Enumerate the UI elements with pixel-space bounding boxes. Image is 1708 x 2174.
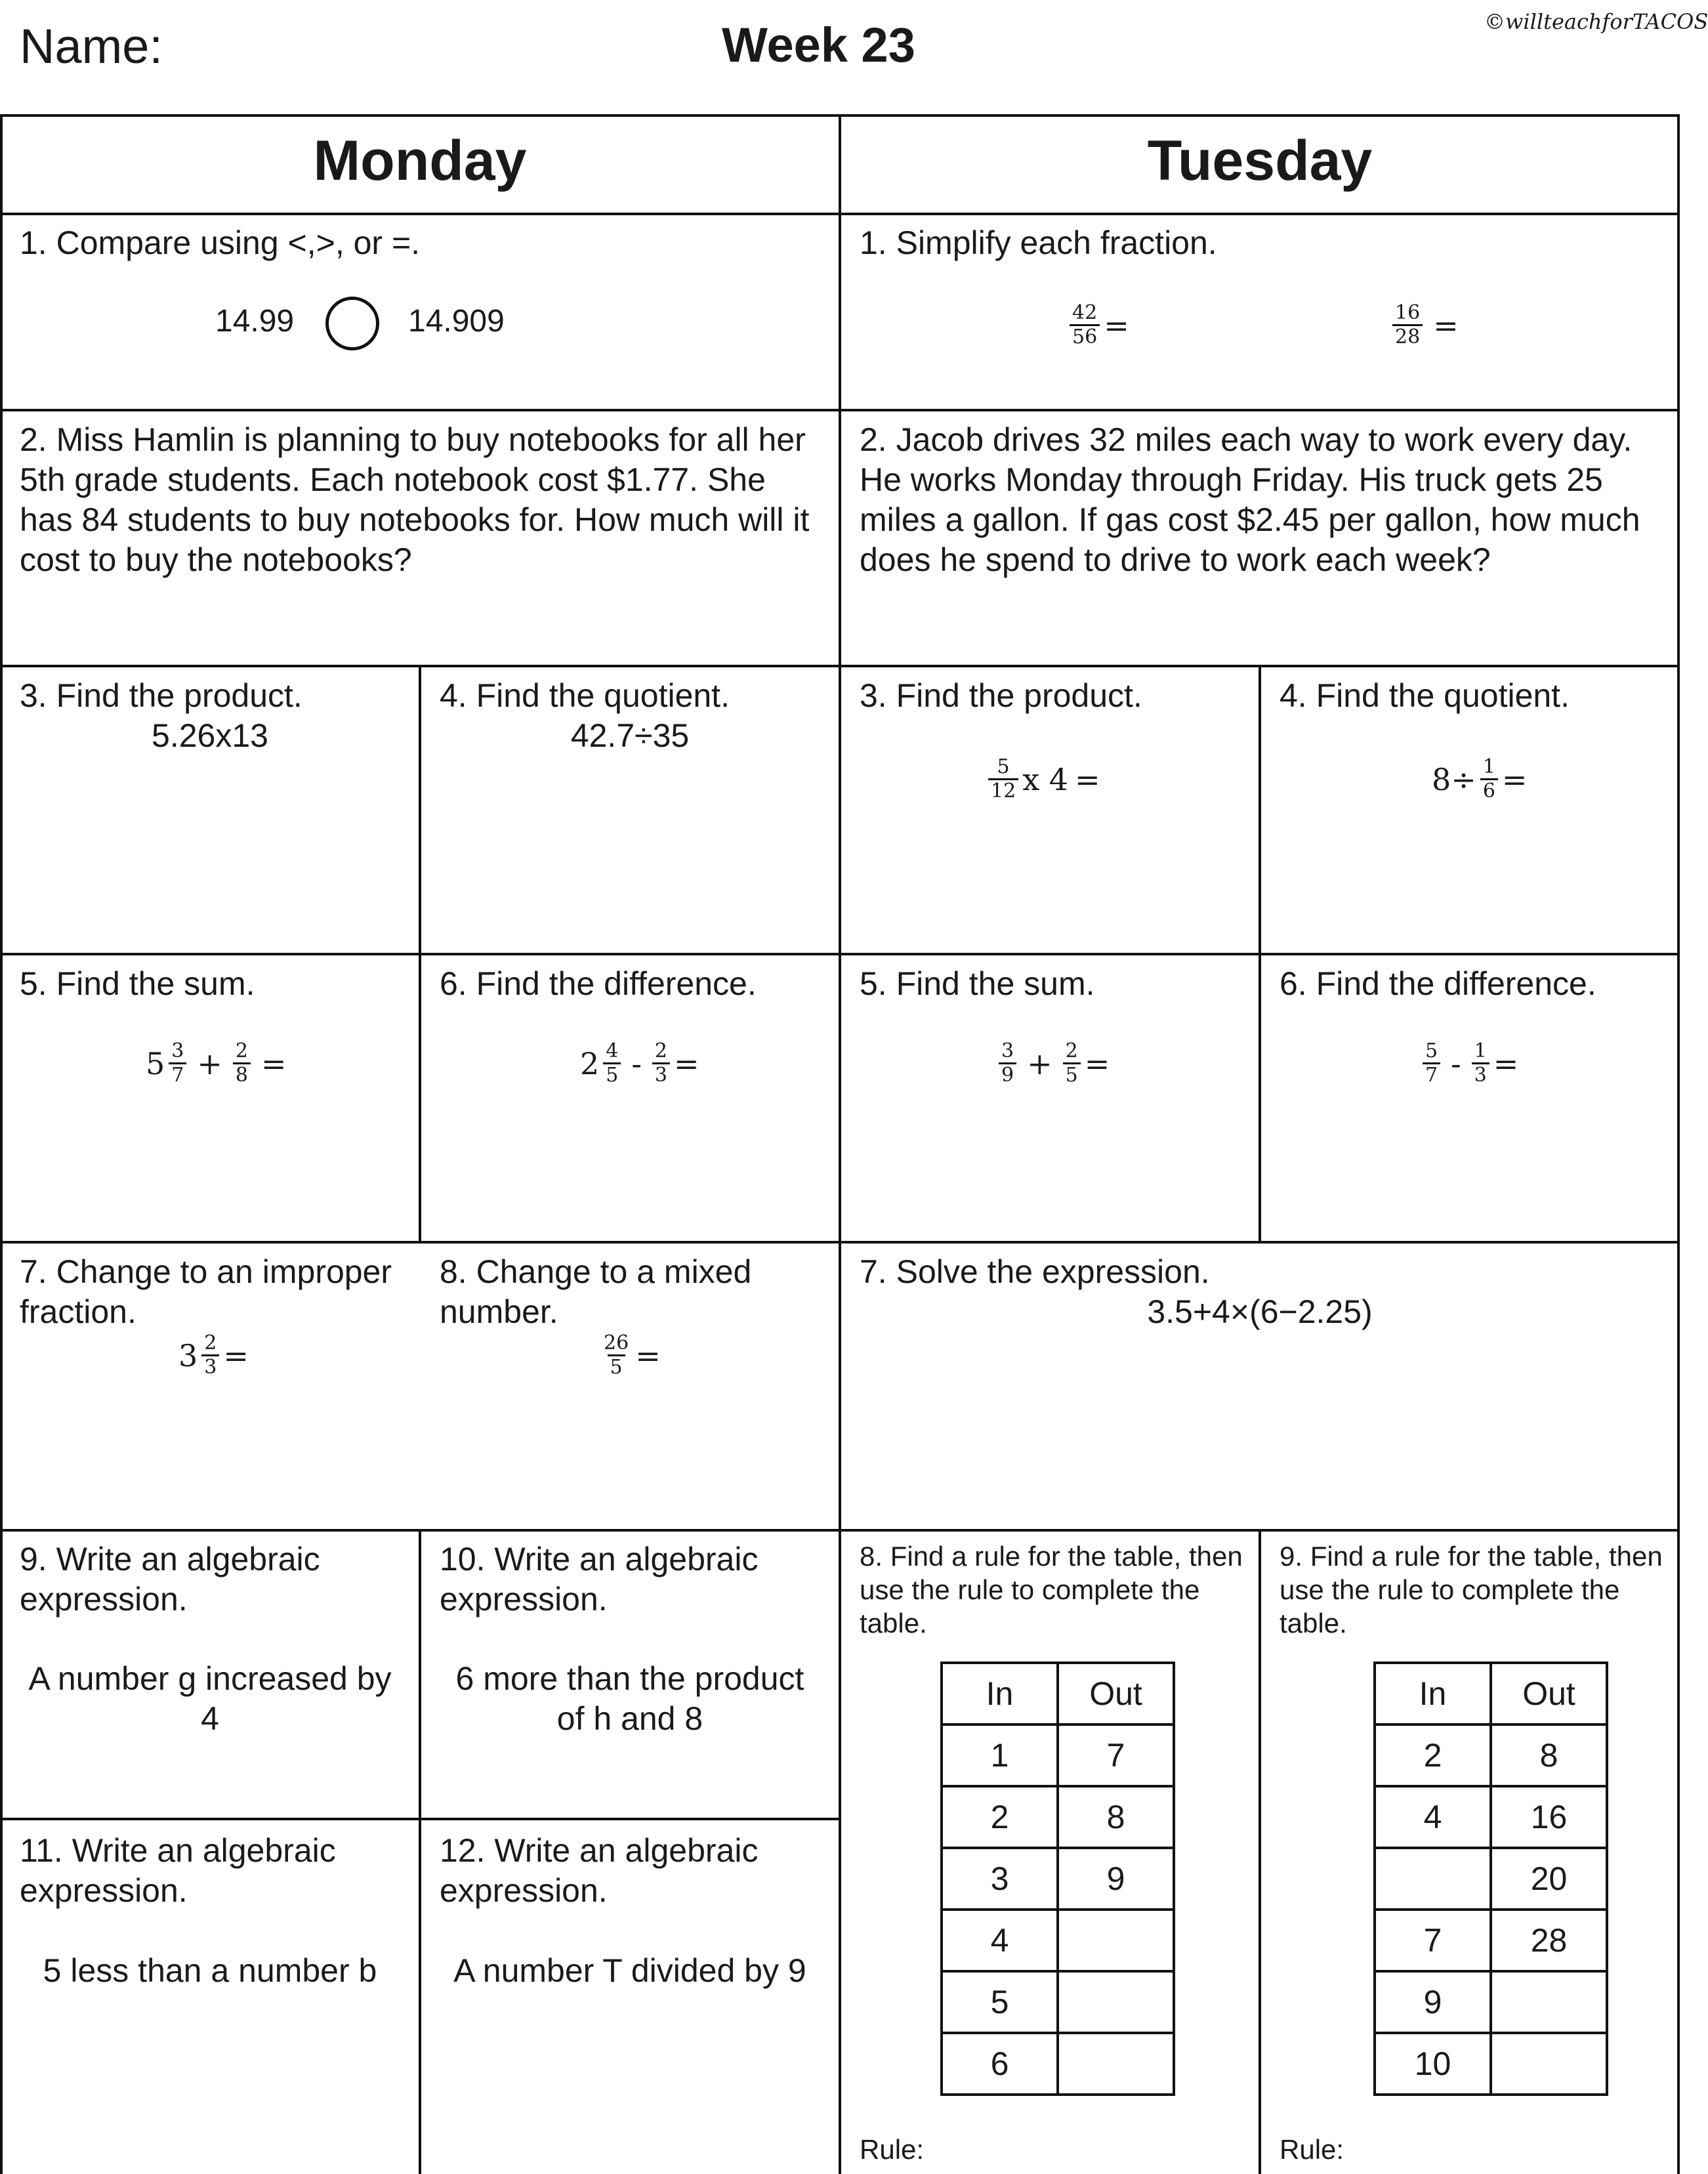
- copyright-mark: ©willteachforTACOS: [1484, 9, 1708, 34]
- table-header-out: Out: [1491, 1663, 1607, 1725]
- monday-q10-prompt: 10. Write an algebraic expression.: [440, 1541, 759, 1618]
- table-cell-out: 28: [1491, 1910, 1607, 1971]
- table-cell-in: 2: [1375, 1725, 1491, 1786]
- table-row: [942, 1725, 1174, 1786]
- monday-q5-expression: 5 $\frac{3}{7}$ + $\frac{2}{8}$ =: [146, 1039, 287, 1087]
- monday-q9-prompt: 9. Write an algebraic expression.: [20, 1541, 320, 1618]
- monday-q5-prompt: 5. Find the sum.: [20, 965, 255, 1002]
- compare-circle[interactable]: [325, 297, 379, 350]
- monday-q3-expression: 5.26x13: [152, 717, 268, 754]
- monday-q3-prompt: 3. Find the product.: [20, 677, 302, 714]
- monday-q2-prompt: 2. Miss Hamlin is planning to buy notebooks for all her 5th grade students. Each notebook cost $1.77. She has 84 students to buy notebooks for. How much will it cost to buy the notebooks?: [20, 421, 810, 578]
- tuesday-q9-rule-label: Rule:: [1280, 2134, 1344, 2165]
- table-cell-in: 4: [942, 1910, 1058, 1971]
- tuesday-q4-expression: 8÷ $\frac{1}{6}$ =: [1432, 755, 1528, 803]
- tuesday-q3-expression: $\frac{5}{12}$ x 4 =: [984, 756, 1107, 803]
- table-cell-out: 9: [1058, 1848, 1174, 1910]
- monday-q6-expression: 2 $\frac{4}{5}$ - $\frac{2}{3}$ =: [580, 1039, 699, 1087]
- monday-q9-phrase: A number g increased by 4: [28, 1660, 392, 1737]
- tuesday-q8-table: [940, 1662, 1175, 2096]
- table-header-row: [1375, 1663, 1607, 1725]
- table-row: [942, 2033, 1174, 2095]
- table-cell-out[interactable]: [1058, 2033, 1174, 2095]
- table-row: [942, 1910, 1174, 1971]
- tuesday-q6-expression: $\frac{5}{7}$ - $\frac{1}{3}$ =: [1419, 1040, 1518, 1087]
- monday-q1-left-value: 14.99: [215, 304, 295, 339]
- table-cell-in: 9: [1375, 1971, 1491, 2033]
- table-cell-in[interactable]: [1375, 1848, 1491, 1910]
- tuesday-q9-prompt: 9. Find a rule for the table, then use the rule to complete the table.: [1280, 1541, 1663, 1639]
- table-cell-out: 7: [1058, 1725, 1174, 1786]
- monday-q4-prompt: 4. Find the quotient.: [440, 677, 730, 714]
- table-header-out: Out: [1058, 1663, 1174, 1725]
- table-cell-out[interactable]: [1491, 2033, 1607, 2095]
- tuesday-q5-prompt: 5. Find the sum.: [860, 965, 1095, 1002]
- monday-q8-expression: $\frac{26}{5}$ =: [604, 1331, 661, 1379]
- table-cell-out: 8: [1058, 1786, 1174, 1848]
- tuesday-q1-fraction-a: $\frac{42}{56}$ =: [1066, 302, 1129, 348]
- table-cell-in: 2: [942, 1786, 1058, 1848]
- tuesday-q2-prompt: 2. Jacob drives 32 miles each way to work every day. He works Monday through Friday. His truck gets 25 miles a gallon. If gas cost $2.45 per gallon, how much does he spend to drive to work each week?: [860, 421, 1640, 578]
- table-row: [942, 1848, 1174, 1910]
- table-cell-in: 1: [942, 1725, 1058, 1786]
- name-label: Name:: [20, 19, 163, 73]
- table-cell-in: 7: [1375, 1910, 1491, 1971]
- monday-q1-right-value: 14.909: [408, 304, 505, 339]
- tuesday-q8-prompt: 8. Find a rule for the table, then use the rule to complete the table.: [860, 1541, 1243, 1639]
- table-cell-out: 16: [1491, 1786, 1607, 1848]
- table-row: [1375, 1848, 1607, 1910]
- tuesday-q1-prompt: 1. Simplify each fraction.: [860, 224, 1217, 261]
- table-cell-in: 10: [1375, 2033, 1491, 2095]
- tuesday-q9-table: [1373, 1662, 1608, 2096]
- table-cell-out[interactable]: [1058, 1910, 1174, 1971]
- table-cell-out[interactable]: [1491, 1971, 1607, 2033]
- table-header-row: [942, 1663, 1174, 1725]
- monday-title: Monday: [313, 129, 527, 192]
- table-row: [942, 1786, 1174, 1848]
- table-row: [1375, 1971, 1607, 2033]
- tuesday-title: Tuesday: [1147, 129, 1373, 192]
- tuesday-q7-expression: 3.5+4×(6−2.25): [1147, 1293, 1373, 1330]
- table-cell-out: 8: [1491, 1725, 1607, 1786]
- tuesday-q8-rule-label: Rule:: [860, 2134, 925, 2165]
- table-row: [1375, 1910, 1607, 1971]
- table-row: [942, 1971, 1174, 2033]
- monday-q12-prompt: 12. Write an algebraic expression.: [440, 1832, 759, 1909]
- table-row: [1375, 1725, 1607, 1786]
- monday-q1-prompt: 1. Compare using <,>, or =.: [20, 224, 421, 261]
- monday-q7-expression: 3 $\frac{2}{3}$ =: [178, 1331, 249, 1379]
- tuesday-q7-prompt: 7. Solve the expression.: [860, 1253, 1210, 1290]
- table-cell-out[interactable]: [1058, 1971, 1174, 2033]
- tuesday-q4-prompt: 4. Find the quotient.: [1280, 677, 1570, 714]
- table-cell-in: 3: [942, 1848, 1058, 1910]
- monday-q7-prompt: 7. Change to an improper fraction.: [20, 1253, 392, 1330]
- table-cell-in: 4: [1375, 1786, 1491, 1848]
- table-cell-in: 6: [942, 2033, 1058, 2095]
- table-cell-out: 20: [1491, 1848, 1607, 1910]
- table-header-in: In: [942, 1663, 1058, 1725]
- table-header-in: In: [1375, 1663, 1491, 1725]
- monday-q10-phrase: 6 more than the product of h and 8: [455, 1660, 804, 1737]
- table-row: [1375, 2033, 1607, 2095]
- tuesday-q5-expression: $\frac{3}{9}$ + $\frac{2}{5}$ =: [995, 1040, 1110, 1087]
- monday-q11-prompt: 11. Write an algebraic expression.: [20, 1832, 336, 1909]
- week-title: Week 23: [722, 18, 915, 72]
- monday-q8-prompt: 8. Change to a mixed number.: [440, 1253, 752, 1330]
- monday-q6-prompt: 6. Find the difference.: [440, 965, 757, 1002]
- monday-q4-expression: 42.7÷35: [570, 717, 690, 754]
- table-row: [1375, 1786, 1607, 1848]
- tuesday-q1-fraction-b: $\frac{16}{28}$ =: [1388, 302, 1465, 348]
- tuesday-q3-prompt: 3. Find the product.: [860, 677, 1142, 714]
- monday-q11-phrase: 5 less than a number b: [43, 1952, 377, 1989]
- monday-q12-phrase: A number T divided by 9: [453, 1952, 806, 1989]
- table-cell-in: 5: [942, 1971, 1058, 2033]
- tuesday-q6-prompt: 6. Find the difference.: [1280, 965, 1596, 1002]
